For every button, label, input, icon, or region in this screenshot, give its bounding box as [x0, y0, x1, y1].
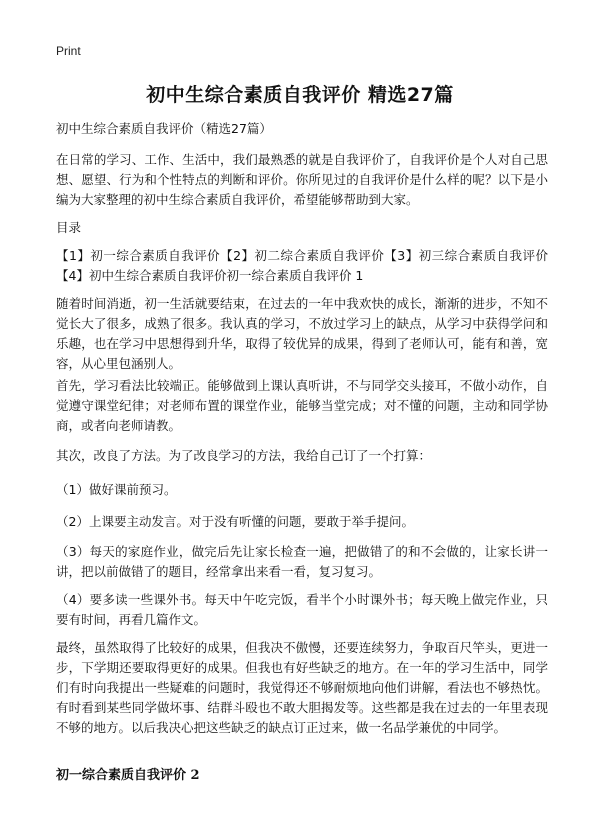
print-link[interactable]: Print [56, 44, 81, 58]
body-paragraph-1: 随着时间消逝，初一生活就要结束，在过去的一年中我欢快的成长，渐渐的进步，不知不觉长大了很多，成熟了很多。我认真的学习，不放过学习上的缺点，从学习中获得学问和乐趣，也在学习中思想得到升华，取得了较优异的成果，得到了老师认可，能有和善，宽容，从心里包涵别人。 [56, 296, 548, 371]
plan-item-1: （1）做好课前预习。 [56, 482, 177, 497]
article-subtitle: 初中生综合素质自我评价（精选27篇） [56, 121, 272, 136]
toc-links[interactable]: 【1】初一综合素质自我评价【2】初二综合素质自我评价【3】初三综合素质自我评价【4】初中生综合素质自我评价初一综合素质自我评价 1 [56, 248, 548, 283]
plan-item-3: （3）每天的家庭作业，做完后先让家长检查一遍，把做错了的和不会做的，让家长讲一讲，把以前做错了的题目，经常拿出来看一看，复习复习。 [56, 544, 548, 579]
document-title: 初中生综合素质自我评价 精选27篇 [146, 84, 454, 106]
plan-item-4: （4）要多读一些课外书。每天中午吃完饭，看半个小时课外书；每天晚上做完作业，只要有时间，再看几篇作文。 [56, 592, 548, 627]
body-paragraph-2: 首先，学习看法比较端正。能够做到上课认真听讲，不与同学交头接耳，不做小动作，自觉遵守课堂纪律；对老师布置的课堂作业，能够当堂完成；对不懂的问题，主动和同学协商，或者向老师请教。 [56, 378, 548, 433]
toc-label: 目录 [56, 220, 82, 235]
body-paragraph-3: 其次，改良了方法。为了改良学习的方法，我给自己订了一个打算： [56, 448, 432, 463]
section-heading-2: 初一综合素质自我评价 2 [56, 768, 200, 783]
body-paragraph-4: 最终，虽然取得了比较好的成果，但我决不傲慢，还要连续努力，争取百尺竿头，更进一步，下学期还要取得更好的成果。但我也有好些缺乏的地方。在一年的学习生活中，同学们有时向我提出一些疑难的问题时，我觉得还不够耐烦地向他们讲解，看法也不够热忱。有时看到某些同学做坏事、结群斗殴也不敢大胆揭发等。这些都是我在过去的一年里表现不够的地方。以后我决心把这些缺乏的缺点订正过来，做一名品学兼优的中同学。 [56, 640, 548, 735]
intro-paragraph: 在日常的学习、工作、生活中，我们最熟悉的就是自我评价了，自我评价是个人对自己思想、愿望、行为和个性特点的判断和评价。你所见过的自我评价是什么样的呢？以下是小编为大家整理的初中生综合素质自我评价，希望能够帮助到大家。 [56, 152, 548, 207]
plan-item-2: （2）上课要主动发言。对于没有听懂的问题，要敢于举手提问。 [56, 514, 414, 529]
